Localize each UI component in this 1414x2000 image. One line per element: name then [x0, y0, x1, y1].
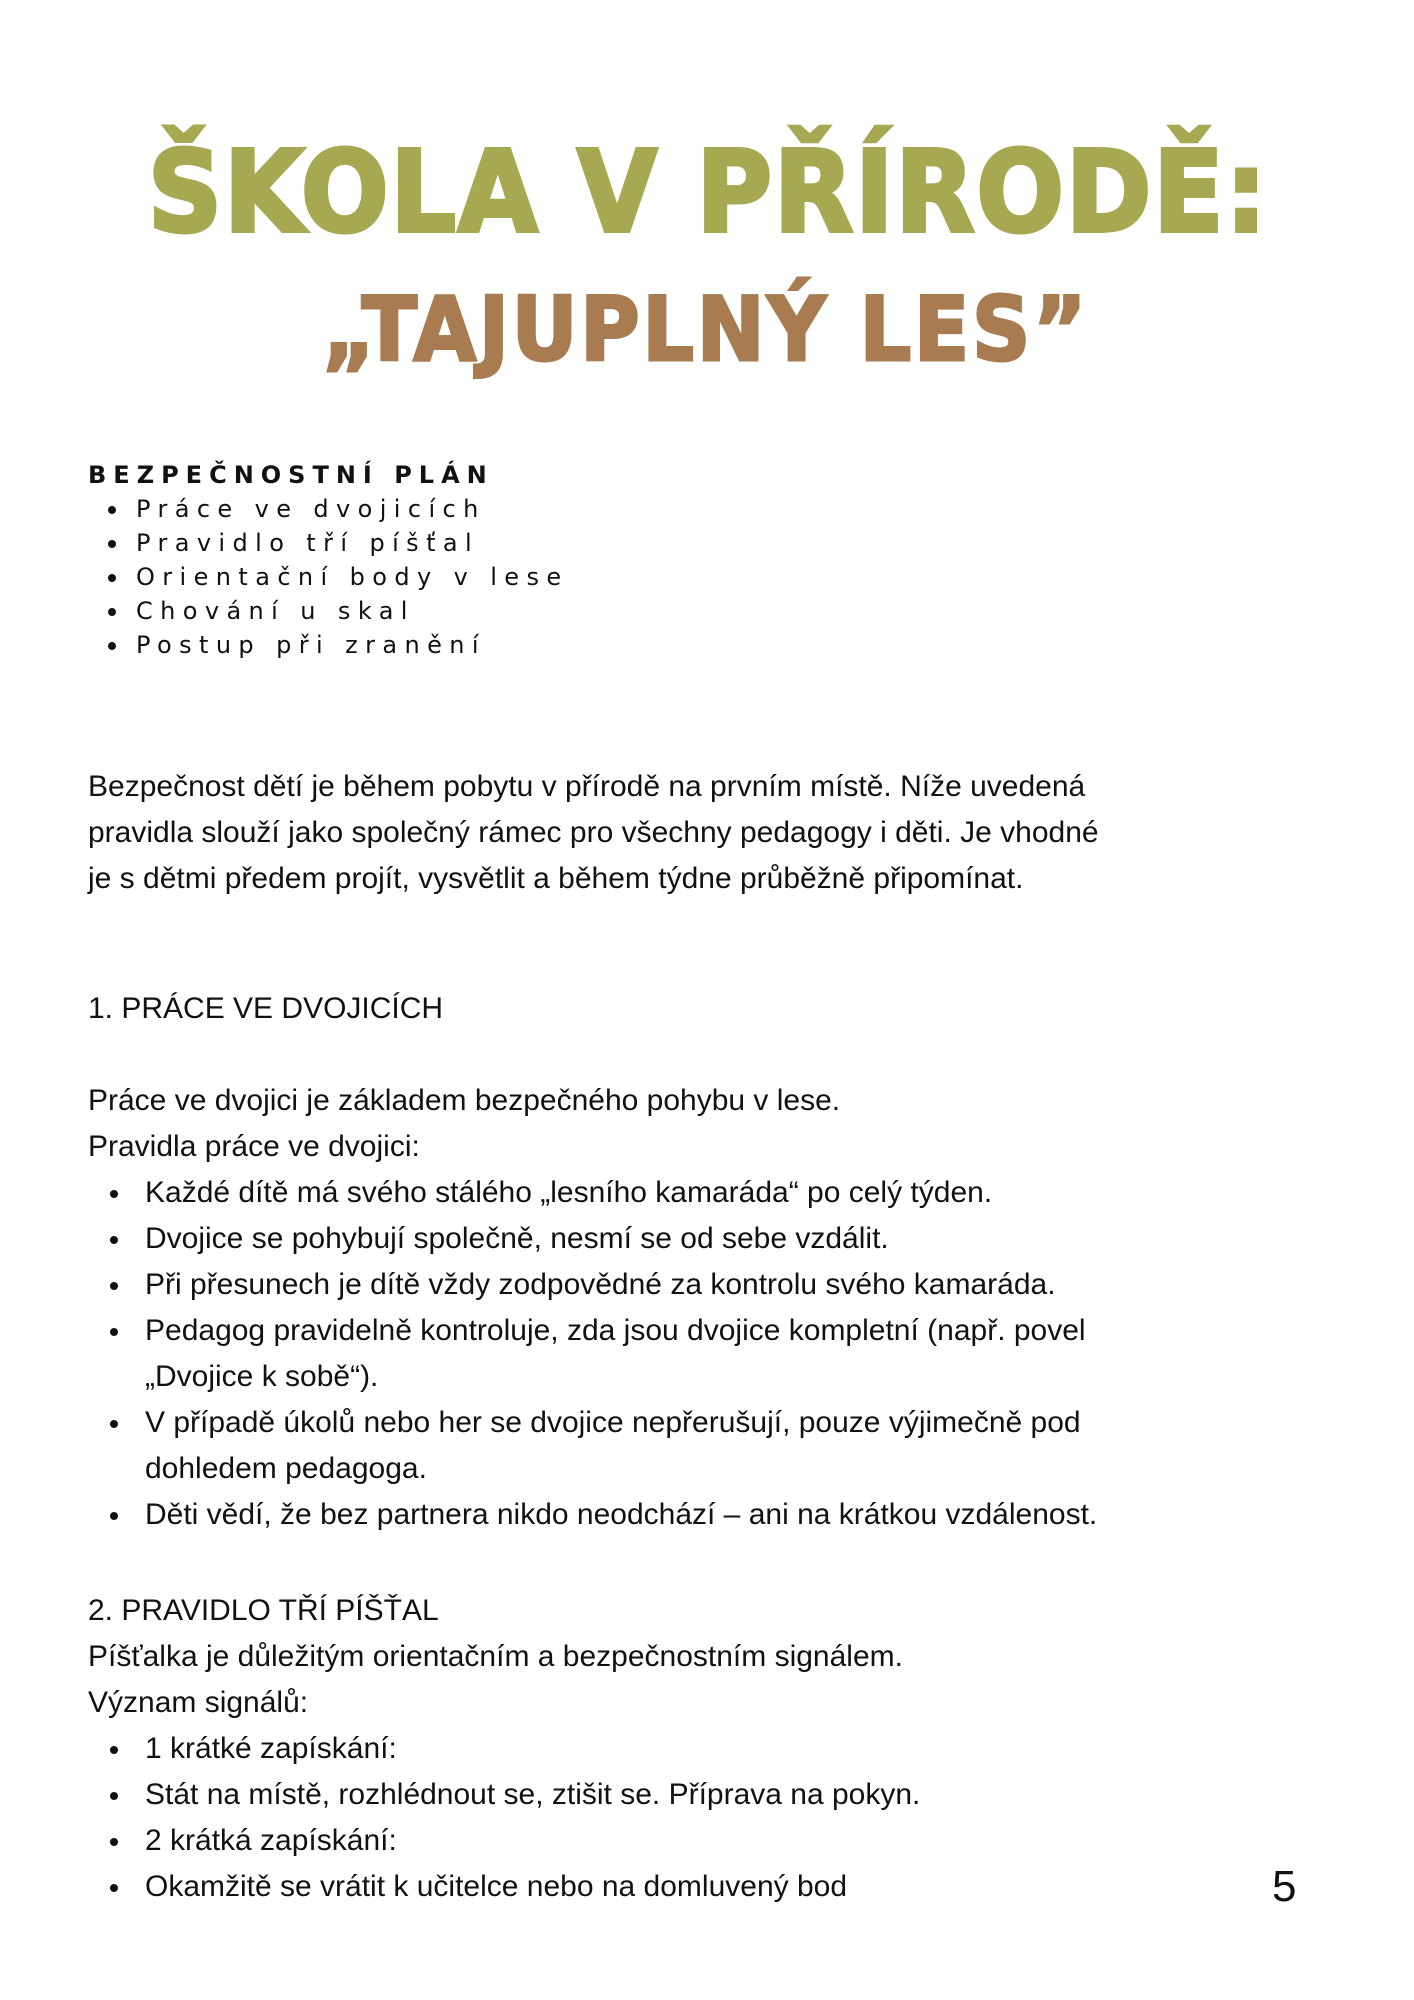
bullet-icon [110, 1746, 118, 1754]
list-item-text: V případě úkolů nebo her se dvojice nepřerušují, pouze výjimečně pod [145, 1406, 1081, 1439]
list-item [88, 628, 569, 662]
section-three-whistles [88, 1588, 1358, 1910]
list-item-text: Okamžitě se vrátit k učitelce nebo na domluvený bod [145, 1870, 848, 1903]
list-item-text: Pedagog pravidelně kontroluje, zda jsou dvojice kompletní (např. povel [145, 1314, 1086, 1347]
list-item-text: Chování u skal [136, 597, 415, 625]
list-item-text: Pravidlo tří píšťal [136, 529, 480, 557]
section-lead: Práce ve dvojici je základem bezpečného pohybu v lese. [88, 1084, 841, 1117]
list-item-text: Dvojice se pohybují společně, nesmí se od sebe vzdálit. [145, 1222, 889, 1255]
list-item-text: Stát na místě, rozhlédnout se, ztišit se. Příprava na pokyn. [145, 1778, 921, 1811]
list-item [88, 1216, 1358, 1262]
intro-line: je s dětmi předem projít, vysvětlit a během týdne průběžně připomínat. [88, 862, 1024, 895]
list-item [88, 1726, 1358, 1772]
safety-plan-heading: BEZPEČNOSTNÍ PLÁN [88, 461, 494, 489]
page-number: 5 [1272, 1862, 1297, 1911]
meaning-label: Význam signálů: [88, 1686, 309, 1719]
section-lead: Píšťalka je důležitým orientačním a bezpečnostním signálem. [88, 1640, 903, 1673]
whistle-signals-list [88, 1726, 1358, 1910]
list-item-text: „Dvojice k sobě“). [145, 1360, 379, 1393]
list-item [88, 1400, 1358, 1492]
list-item [88, 560, 569, 594]
list-item-text: Děti vědí, že bez partnera nikdo neodchází – ani na krátkou vzdálenost. [145, 1498, 1098, 1531]
bullet-icon [108, 506, 116, 514]
list-item-text: 1 krátké zapískání: [145, 1732, 397, 1765]
bullet-icon [110, 1838, 118, 1846]
list-item-text: Postup při zranění [136, 631, 486, 659]
bullet-icon [108, 574, 116, 582]
bullet-icon [108, 642, 116, 650]
intro-paragraph [88, 764, 1358, 902]
bullet-icon [110, 1328, 118, 1336]
bullet-icon [110, 1190, 118, 1198]
bullet-icon [110, 1420, 118, 1428]
bullet-icon [110, 1884, 118, 1892]
bullet-icon [110, 1282, 118, 1290]
list-item [88, 594, 569, 628]
bullet-icon [110, 1792, 118, 1800]
list-item [88, 1864, 1358, 1910]
list-item [88, 526, 569, 560]
bullet-icon [108, 608, 116, 616]
rules-label: Pravidla práce ve dvojici: [88, 1130, 420, 1163]
list-item [88, 492, 569, 526]
intro-line: pravidla slouží jako společný rámec pro všechny pedagogy i děti. Je vhodné [88, 816, 1099, 849]
bullet-icon [110, 1236, 118, 1244]
list-item-text: 2 krátká zapískání: [145, 1824, 397, 1857]
section-pair-work [88, 986, 1358, 1538]
list-item [88, 1772, 1358, 1818]
title-line-2: „TAJUPLNÝ LES” [322, 278, 1090, 381]
list-item-text: dohledem pedagoga. [145, 1452, 427, 1485]
list-item [88, 1262, 1358, 1308]
list-item [88, 1818, 1358, 1864]
intro-line: Bezpečnost dětí je během pobytu v přírodě na prvním místě. Níže uvedená [88, 770, 1086, 803]
list-item [88, 1492, 1358, 1538]
list-item-text: Při přesunech je dítě vždy zodpovědné za kontrolu svého kamaráda. [145, 1268, 1056, 1301]
section-heading: 1. PRÁCE VE DVOJICÍCH [88, 992, 444, 1025]
safety-plan-summary [88, 458, 569, 662]
safety-plan-list [88, 492, 569, 662]
list-item [88, 1308, 1358, 1400]
list-item-text: Práce ve dvojicích [136, 495, 486, 523]
bullet-icon [110, 1512, 118, 1520]
title-line-1: ŠKOLA V PŘÍRODĚ: [147, 128, 1269, 258]
section-heading: 2. PRAVIDLO TŘÍ PÍŠŤAL [88, 1594, 439, 1627]
list-item [88, 1170, 1358, 1216]
bullet-icon [108, 540, 116, 548]
pair-work-rules-list [88, 1170, 1358, 1538]
list-item-text: Každé dítě má svého stálého „lesního kamaráda“ po celý týden. [145, 1176, 993, 1209]
list-item-text: Orientační body v lese [136, 563, 569, 591]
